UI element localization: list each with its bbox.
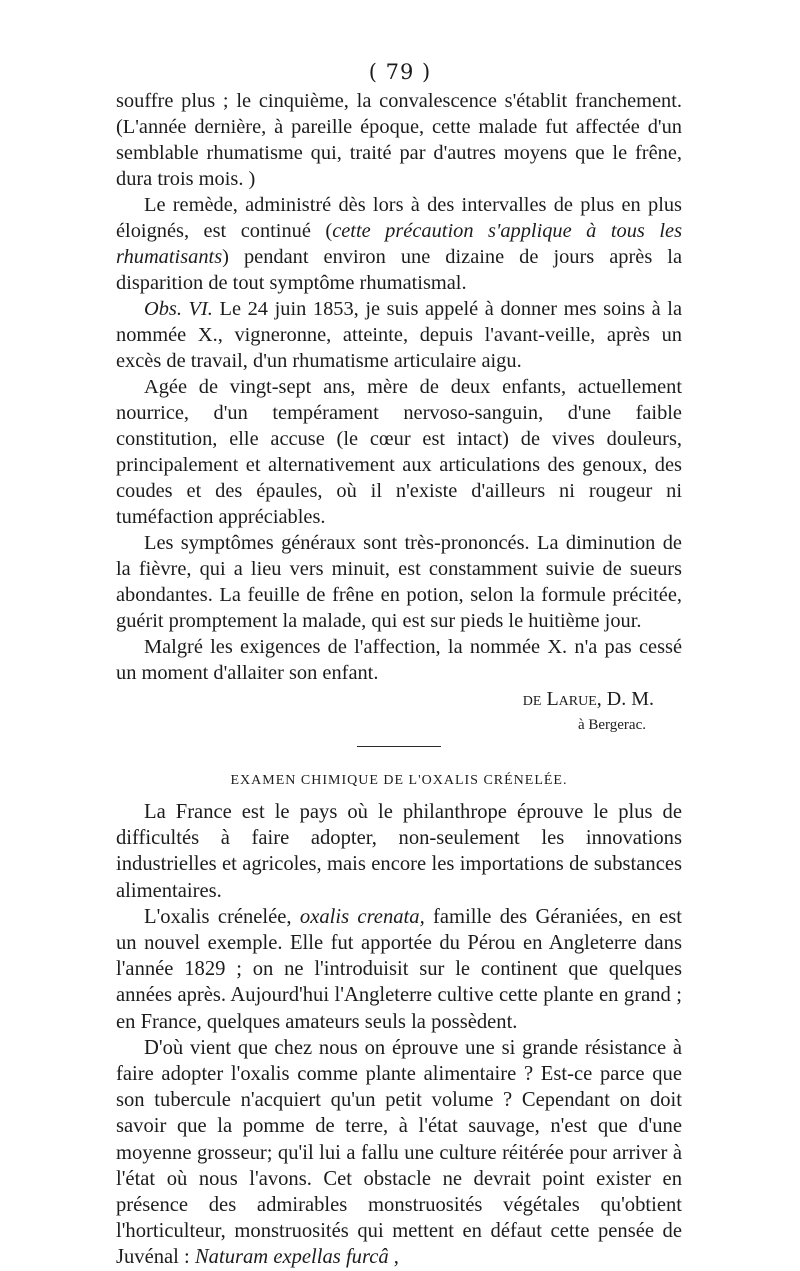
section-title: EXAMEN CHIMIQUE DE L'OXALIS CRÉNELÉE. [230, 773, 568, 788]
paragraph-observation-vi: Obs. VI. Le 24 juin 1853, je suis appelé à donner mes soins à la nommée X., vigneronne, atteinte, depuis l'avant-veille, après un excès de travail, d'un rhumatisme articulaire aigu. [116, 298, 682, 372]
paragraph-symptoms: Les symptômes généraux sont très-prononcés. La diminution de la fièvre, qui a lieu vers minuit, est constamment suivie de sueurs abondantes. La feuille de frêne en potion, selon la formule précitée, guérit promptement la malade, qui est sur pieds le huitième jour. [116, 532, 682, 632]
oxalis-article-block [116, 799, 682, 1271]
page-number: ( 79 ) [368, 60, 432, 84]
latin-quote: Naturam expellas furcâ [194, 1246, 389, 1269]
paragraph-remedy: Le remède, administré dès lors à des intervalles de plus en plus éloignés, est continué (cette précaution s'applique à tous les rhumatisants) pendant environ une dizaine de jours après la disparition de tout symptôme rhumatismal. [116, 194, 682, 294]
signature-line [116, 686, 682, 712]
author-signature: de Larue, D. M. [522, 688, 654, 710]
page-body [116, 88, 682, 1271]
paragraph-continuation: souffre plus ; le cinquième, la convalescence s'établit franchement. (L'année dernière, à pareille époque, cette malade fut affectée d'un semblable rhumatisme qui, traité par d'autres moyens que le frêne, dura trois mois. ) [116, 90, 682, 190]
case-report-block [116, 88, 682, 686]
paragraph-resistance: D'où vient que chez nous on éprouve une si grande résistance à faire adopter l'oxalis comme plante alimentaire ? Est-ce parce que son tubercule n'acquiert qu'un petit volume ? Cependant on doit savoir que la pomme de terre, à l'état sauvage, n'est que d'une moyenne grosseur; qu'il lui a fallu une culture réitérée pour arriver à l'état où nous l'avons. Cet obstacle ne devrait point exister en présence des admirables monstruosités végétales qu'obtient l'horticulteur, monstruosités qui mettent en défaut cette pensée de Juvénal : Naturam expellas furcâ , [116, 1036, 682, 1269]
author-place: à Bergerac. [577, 717, 646, 733]
section-divider [357, 746, 441, 747]
latin-name: oxalis crenata, [299, 905, 425, 928]
paragraph-oxalis-origin: L'oxalis crénelée, oxalis crenata, famille des Géraniées, en est un nouvel exemple. Elle fut apportée du Pérou en Angleterre dans l'année 1829 ; on ne l'introduisit sur le continent que quelques années après. Aujourd'hui l'Angleterre cultive cette plante en grand ; en France, quelques amateurs seuls la possèdent. [116, 905, 682, 1033]
paragraph-patient-description: Agée de vingt-sept ans, mère de deux enfants, actuellement nourrice, d'un tempérament nervoso-sanguin, d'une faible constitution, elle accuse (le cœur est intact) de vives douleurs, principalement et alternativement aux articulations des genoux, des coudes et des épaules, où il n'existe d'ailleurs ni rougeur ni tuméfaction appréciables. [116, 376, 682, 528]
paragraph-nursing: Malgré les exigences de l'affection, la nommée X. n'a pas cessé un moment d'allaiter son enfant. [116, 636, 682, 684]
italic-note: cette précaution s'applique à tous les rhumatisants [116, 220, 682, 268]
paragraph-france: La France est le pays où le philanthrope éprouve le plus de difficultés à faire adopter, non-seulement les innovations industrielles et agricoles, mais encore les importations de substances alimentaires. [116, 801, 682, 902]
observation-label: Obs. VI. [144, 298, 213, 320]
